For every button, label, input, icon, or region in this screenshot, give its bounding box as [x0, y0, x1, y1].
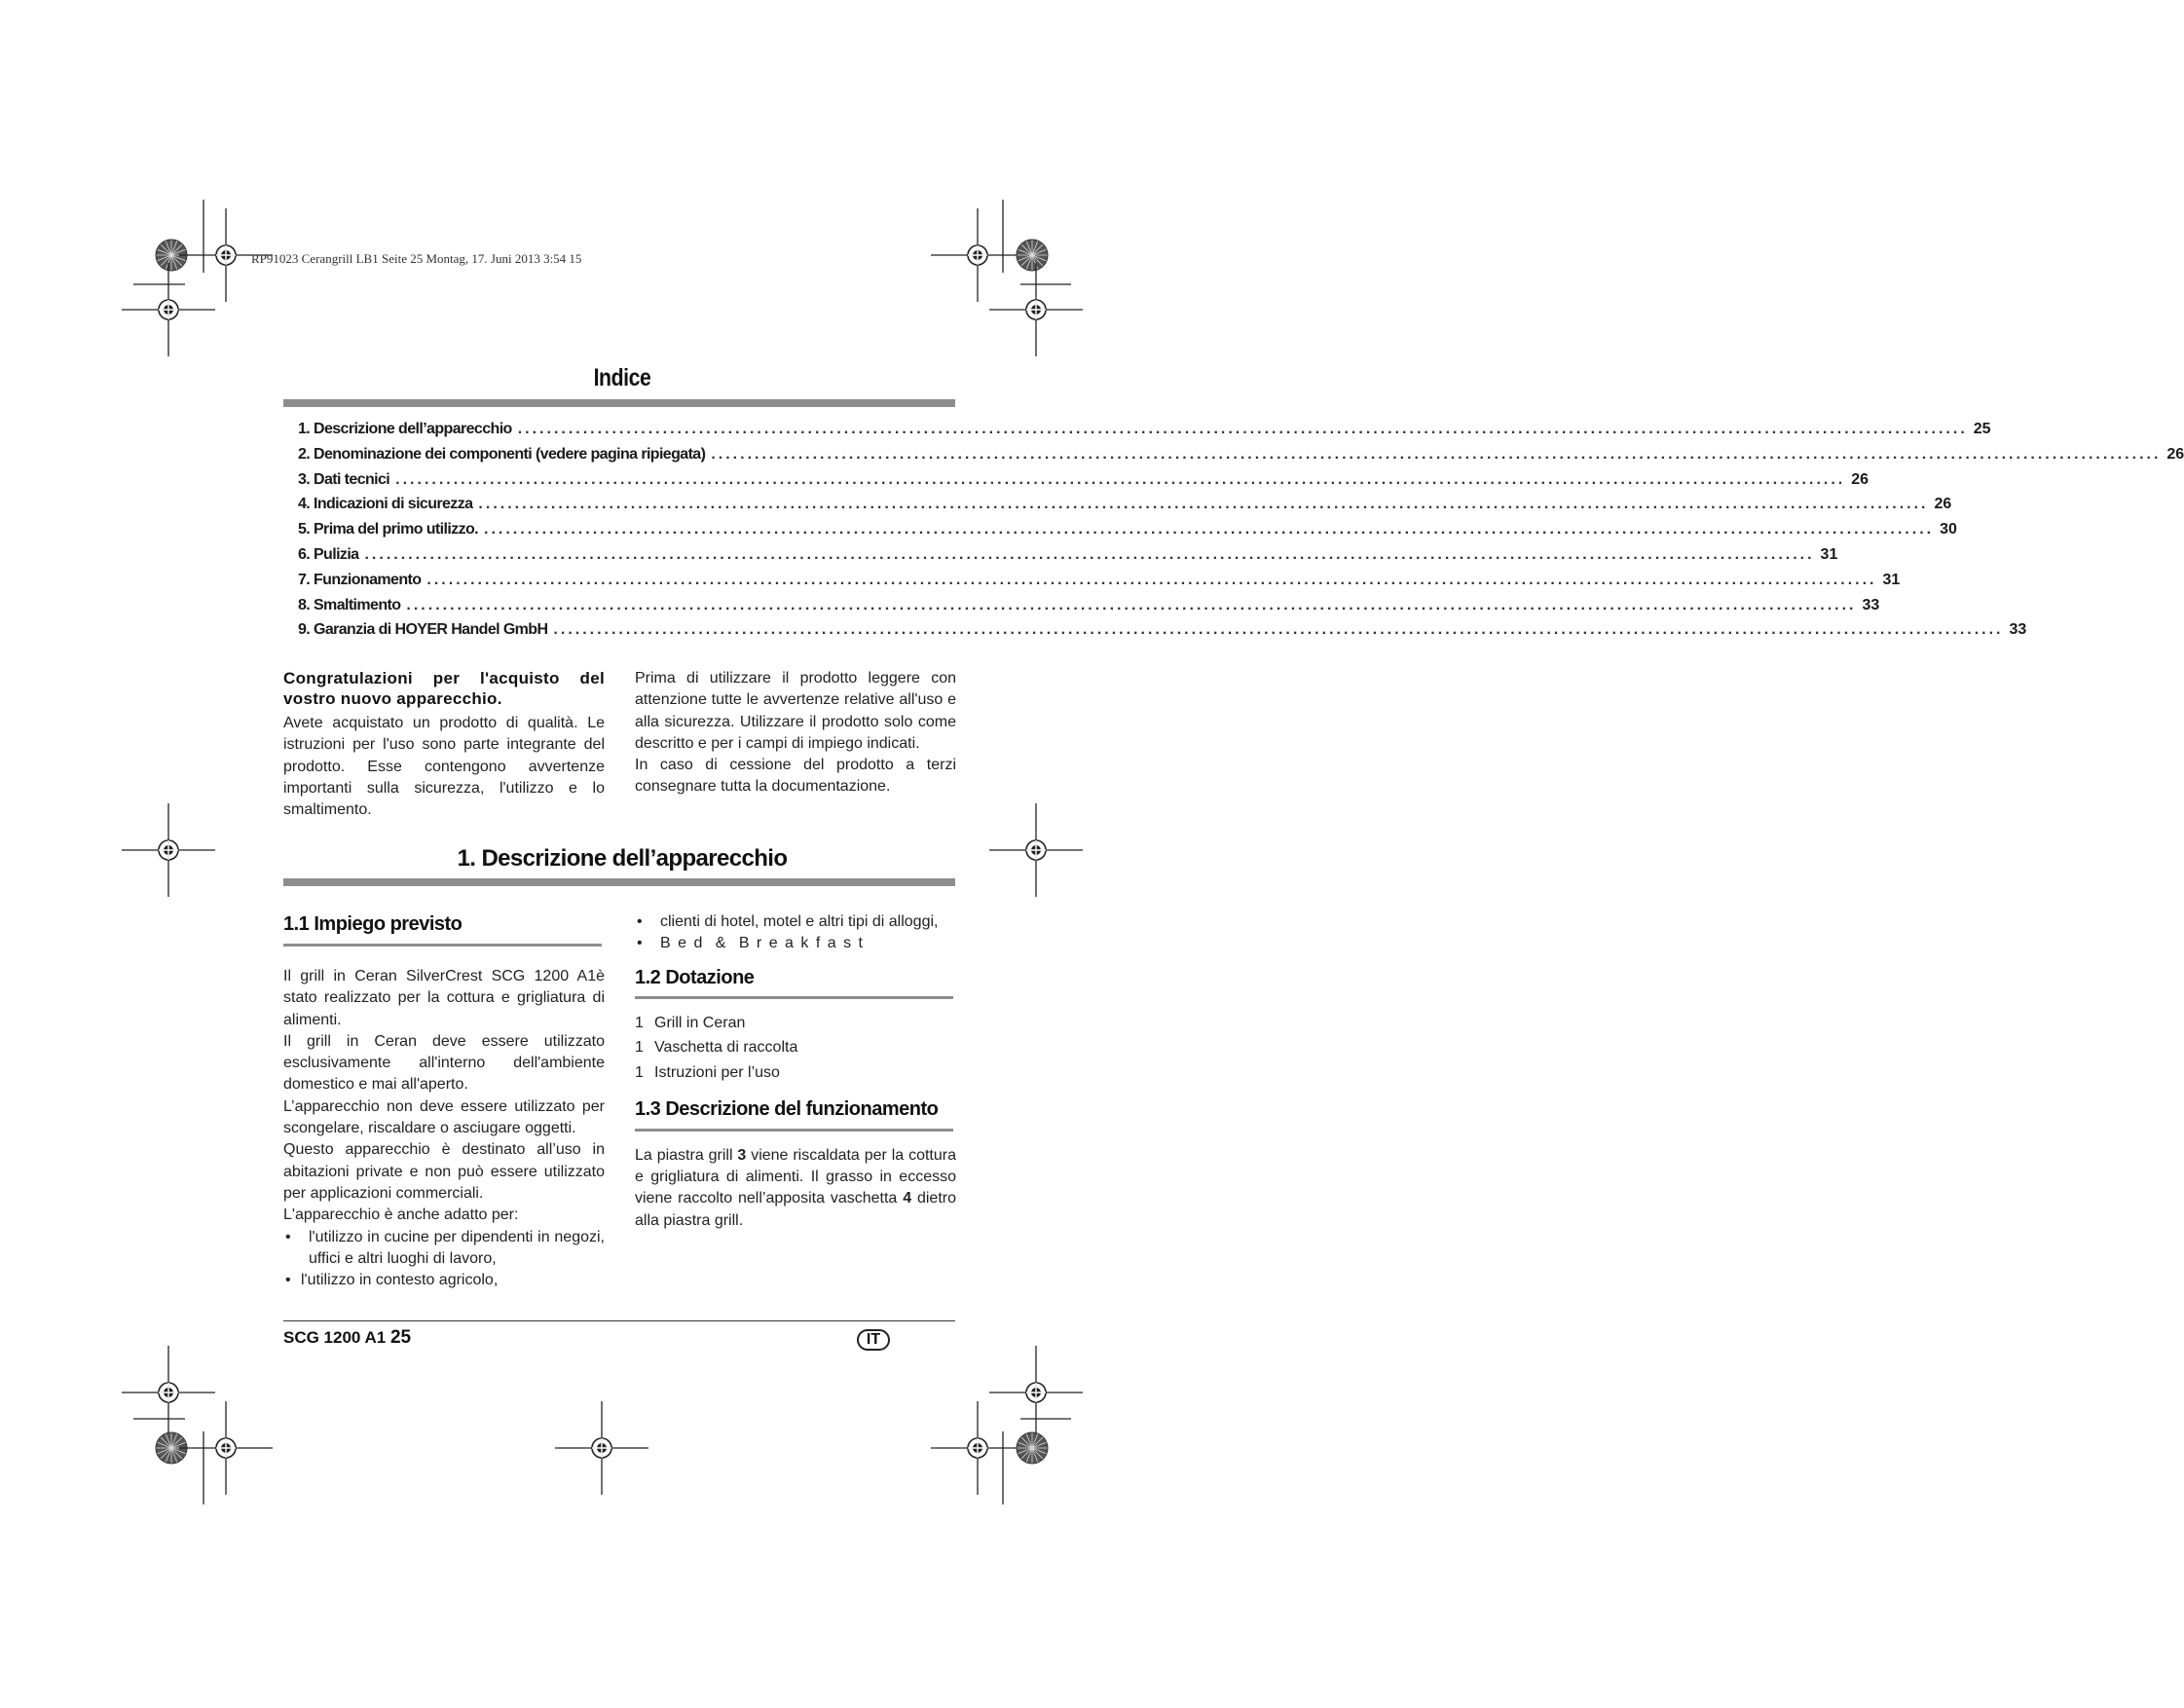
page-number: 25	[389, 1327, 412, 1348]
registration-cross-icon	[122, 1346, 215, 1439]
toc-entry-label: 5. Prima del primo utilizzo.	[298, 521, 479, 538]
toc-entry-page: 25	[1973, 421, 1991, 437]
section-title: 1. Descrizione dell’apparecchio	[457, 845, 788, 872]
registration-star-icon	[1017, 1432, 1048, 1464]
intro-text: Avete acquistato un prodotto di qualità. Le istruzioni per l'uso sono parte integrante del prodotto. Esse contengono avvertenze importanti sulla sicurezza, l'utilizzo e lo smaltimento.	[283, 715, 605, 819]
toc-entry-page: 33	[1862, 596, 1880, 613]
toc-leader-dots: ........................................................................................................................................................................................................	[517, 421, 1968, 437]
intro-right-paragraph: In caso di cessione del prodotto a terzi consegnare tutta la documentazione.	[635, 757, 956, 796]
subsection-heading: 1.2 Dotazione	[635, 966, 755, 988]
paragraph: Il grill in Ceran deve essere utilizzato esclusivamente all'interno dell'ambiente domestico e mai all'aperto.	[283, 1032, 605, 1094]
toc-title: Indice	[593, 364, 651, 391]
intro-heading: Congratulazioni per l'acquisto del vostro nuovo apparecchio.	[283, 669, 605, 708]
title-rule	[283, 399, 955, 407]
contents-list	[635, 1011, 956, 1086]
language-badge: IT	[857, 1329, 890, 1351]
list-item: • clienti di hotel, motel e altri tipi di alloggi,	[637, 913, 939, 930]
toc-entry	[298, 571, 1901, 597]
subsection-rule	[635, 996, 953, 999]
registration-cross-icon	[989, 1346, 1083, 1439]
paragraph: La piastra grill 3 viene riscaldata per la cottura e grigliatura di alimenti. Il grasso in eccesso viene raccolto nell’apposita vaschetta 4 dietro alla piastra grill.	[635, 1146, 957, 1229]
intro-right-column	[635, 668, 956, 798]
section-rule	[283, 878, 955, 886]
list-item: 1 Vaschetta di raccolta	[635, 1039, 798, 1057]
toc-entry-page: 31	[1882, 571, 1901, 588]
toc-entry	[298, 545, 1838, 572]
print-info: RP91023 Cerangrill LB1 Seite 25 Montag, 17. Juni 2013 3:54 15	[251, 251, 582, 266]
registration-star-icon	[1017, 240, 1048, 271]
list-item: 1 Grill in Ceran	[635, 1014, 746, 1031]
registration-cross-icon	[989, 803, 1083, 897]
paragraph: Il grill in Ceran SilverCrest SCG 1200 A1è stato realizzato per la cottura e grigliatura di alimenti.	[283, 968, 605, 1028]
toc-leader-dots: ........................................................................................................................................................................................................	[395, 470, 1846, 488]
paragraph: Questo apparecchio è destinato all’uso in abitazioni private e non può essere utilizzato per applicazioni commerciali.	[283, 1141, 605, 1202]
toc-entry	[298, 496, 1952, 521]
toc-entry-label: 8. Smaltimento	[298, 596, 401, 613]
subsection-heading: 1.3 Descrizione del funzionamento	[635, 1098, 939, 1121]
toc-entry	[298, 470, 1869, 497]
footer-rule	[283, 1320, 955, 1321]
toc-entry-page: 30	[1940, 521, 1957, 538]
registration-cross-icon	[931, 1401, 1024, 1495]
toc-entry-label: 1. Descrizione dell’apparecchio	[298, 421, 512, 437]
registration-cross-icon	[122, 263, 215, 356]
toc-entry-page: 33	[2009, 621, 2027, 639]
list-item: • B e d & B r e a k f a s t	[637, 935, 865, 952]
registration-cross-icon	[555, 1401, 648, 1495]
table-of-contents	[298, 421, 2184, 647]
toc-entry	[298, 521, 1957, 546]
toc-entry-page: 26	[1851, 470, 1869, 488]
list-item: 1 Istruzioni per l’uso	[635, 1063, 780, 1081]
intro-left-column	[283, 668, 605, 821]
toc-leader-dots: ........................................................................................................................................................................................................	[364, 545, 1815, 563]
list-item: • l'utilizzo in contesto agricolo,	[285, 1272, 499, 1289]
list-item: • l'utilizzo in cucine per dipendenti in negozi, uffici e altri luoghi di lavoro,	[285, 1228, 605, 1267]
toc-entry-label: 6. Pulizia	[298, 545, 359, 563]
footer-model: SCG 1200 A1 25	[283, 1327, 412, 1348]
toc-entry-page: 31	[1820, 545, 1838, 563]
toc-entry	[298, 445, 2184, 471]
registration-cross-icon	[931, 208, 1024, 302]
toc-entry	[298, 596, 1880, 622]
toc-entry	[298, 421, 1991, 446]
toc-leader-dots: ........................................................................................................................................................................................................	[426, 571, 1877, 588]
toc-entry-label: 3. Dati tecnici	[298, 470, 390, 488]
registration-cross-icon	[989, 263, 1083, 356]
toc-entry-label: 4. Indicazioni di sicurezza	[298, 496, 473, 513]
paragraph: L'apparecchio è anche adatto per:	[283, 1207, 519, 1224]
toc-leader-dots: ........................................................................................................................................................................................................	[553, 621, 2004, 639]
toc-entry-label: 2. Denominazione dei componenti (vedere pagina ripiegata)	[298, 445, 706, 463]
toc-entry-label: 9. Garanzia di HOYER Handel GmbH	[298, 621, 548, 639]
registration-cross-icon	[179, 1401, 273, 1495]
paragraph: L’apparecchio non deve essere utilizzato per scongelare, riscaldare o asciugare oggetti.	[283, 1097, 605, 1137]
registration-cross-icon	[122, 803, 215, 897]
right-column	[635, 911, 956, 1232]
toc-entry-label: 7. Funzionamento	[298, 571, 422, 588]
toc-leader-dots: ........................................................................................................................................................................................................	[478, 496, 1929, 513]
subsection-heading: 1.1 Impiego previsto	[283, 913, 463, 935]
toc-leader-dots: ........................................................................................................................................................................................................	[406, 596, 1857, 613]
intro-right-paragraph: Prima di utilizzare il prodotto leggere con attenzione tutte le avvertenze relative all'uso e alla sicurezza. Utilizzare il prodotto solo come descritto e per i campi di impiego indicati.	[635, 670, 956, 752]
toc-entry	[298, 621, 2027, 647]
section-1-1	[283, 913, 605, 1291]
toc-entry-page: 26	[2166, 445, 2184, 463]
toc-leader-dots: ........................................................................................................................................................................................................	[711, 445, 2162, 463]
toc-entry-page: 26	[1934, 496, 1952, 513]
toc-leader-dots: ........................................................................................................................................................................................................	[484, 521, 1935, 538]
subsection-rule	[283, 944, 602, 947]
subsection-rule	[635, 1129, 953, 1132]
